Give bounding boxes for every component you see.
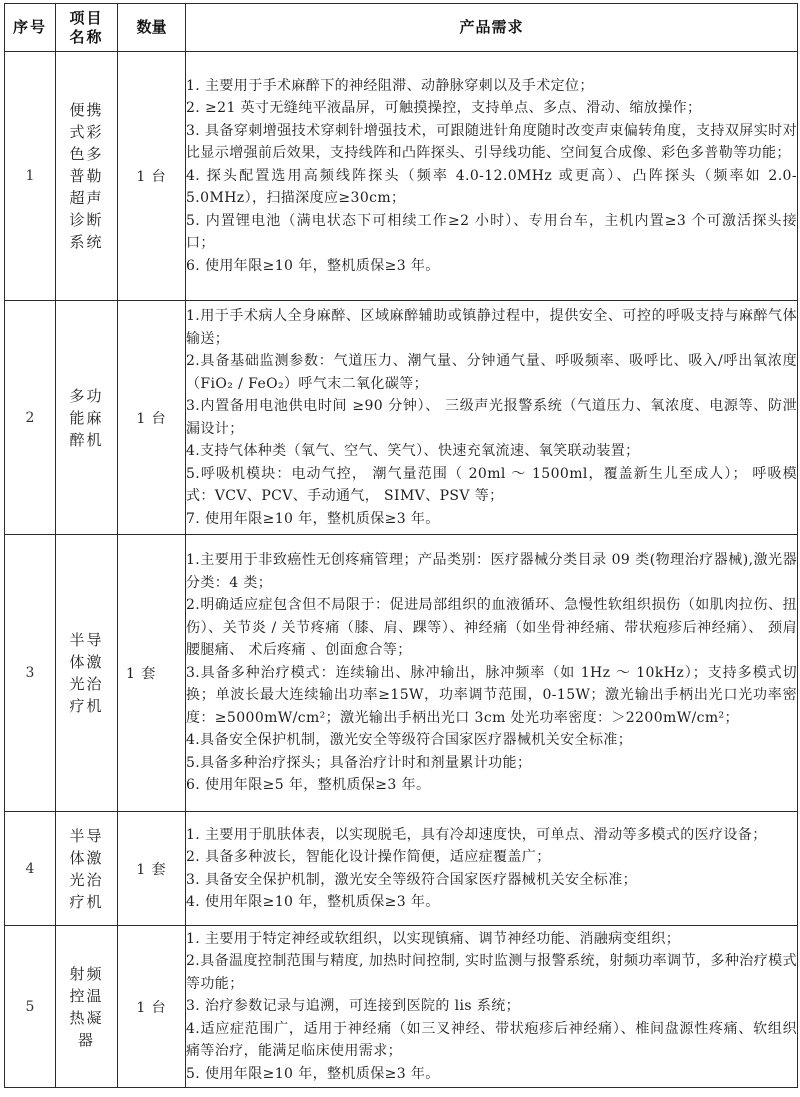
row-requirements [186,301,798,535]
requirement-line: 4.具备安全保护机制，激光安全等级符合国家医疗器械机关安全标准； [186,732,633,749]
row-serial-no: 1 [5,52,56,301]
table-row [5,301,798,535]
table-row [5,926,798,1088]
requirement-line: 1. 主要用于手术麻醉下的神经阻滞、动静脉穿刺以及手术定位； [186,77,594,94]
requirement-line: 3. 治疗参数记录与追溯，可连接到医院的 lis 系统； [186,998,521,1015]
header-item-name: 项目名称 [56,4,118,52]
requirement-line: 1. 主要用于肌肤体表，以实现脱毛，具有冷却速度快，可单点、滑动等多模式的医疗设备； [186,826,767,843]
requirement-line: 1.用于手术病人全身麻醉、区域麻醉辅助或镇静过程中，提供安全、可控的呼吸支持与麻醉气体输送； [186,308,797,347]
requirement-line: 4. 使用年限≥10 年，整机质保≥3 年。 [186,894,440,910]
row-serial-no: 2 [5,301,56,535]
row-serial-no: 5 [5,926,56,1088]
row-quantity: 1 台 [118,301,186,535]
row-quantity: 1 台 [118,926,186,1088]
requirement-line: 1. 主要用于特定神经或软组织，以实现镇痛、调节神经功能、消融病变组织； [186,930,681,947]
requirement-line: 5. 内置锂电池（满电状态下可相续工作≥2 小时）、专用台车，主机内置≥3 个可激活探头接口； [186,212,797,252]
requirement-line: 2.具备基础监测参数：气道压力、潮气量、分钟通气量、呼吸频率、吸呼比、吸入/呼出氧浓度（FiO₂ / FeO₂）呼气末二氧化碳等； [186,353,797,392]
header-quantity: 数量 [118,4,186,52]
requirement-line: 3. 具备安全保护机制，激光安全等级符合国家医疗器械机关安全标准； [186,871,638,888]
requirement-line: 5.具备多种治疗探头；具备治疗计时和剂量累计功能； [186,754,532,771]
row-item-name: 多功能麻醉机 [56,301,118,535]
row-item-name: 射频控温热凝器 [56,926,118,1088]
requirement-line: 6. 使用年限≥10 年，整机质保≥3 年。 [186,257,440,274]
requirement-line: 5. 使用年限≥10 年，整机质保≥3 年。 [186,1065,440,1082]
row-quantity: 1 套 [118,812,186,926]
row-requirements [186,926,798,1088]
requirement-line: 3.具备多种治疗模式：连续输出、脉冲输出，脉冲频率（如 1Hz ～ 10kHz）；支持多模式切换；单波长最大连续输出功率≥15W，功率调节范围，0-15W；激光输出手柄出光口光功率密度：≥5000mW/cm²；激光输出手柄出光口 3cm 处光功率密度：＞2200mW/cm²； [186,664,797,726]
header-product-requirements: 产品需求 [186,4,798,52]
table-header-row [5,4,798,52]
requirement-line: 2.具备温度控制范围与精度, 加热时间控制, 实时监测与报警系统，射频功率调节，多种治疗模式等功能； [186,953,797,992]
row-quantity: 1 套 [118,535,186,812]
requirement-line: 4.支持气体种类（氧气、空气、笑气）、快速充氧流速、氧笑联动装置； [186,443,640,459]
row-quantity: 1 台 [118,52,186,301]
row-requirements [186,812,798,926]
row-item-name: 半导体激光治疗机 [56,535,118,812]
requirement-line: 1.主要用于非致癌性无创疼痛管理；产品类别：医疗器械分类目录 09 类(物理治疗器械),激光器分类：4 类； [186,552,797,591]
table-row [5,52,798,301]
row-serial-no: 3 [5,535,56,812]
requirement-line: 5.呼吸机模块：电动气控， 潮气量范围（ 20ml ～ 1500ml，覆盖新生儿至成人）； 呼吸模式：VCV、PCV、手动通气， SIMV、PSV 等； [186,465,797,504]
requirement-line: 3. 具备穿刺增强技术穿刺针增强技术，可跟随进针角度随时改变声束偏转角度，支持双屏实时对比显示增强前后效果，支持线阵和凸阵探头、引导线功能、空间复合成像、彩色多普勒等功能； [186,122,797,162]
requirement-line: 4. 探头配置选用高频线阵探头（频率 4.0-12.0MHz 或更高）、凸阵探头（频率如 2.0-5.0MHz），扫描深度应≥30cm； [186,167,797,207]
table-row [5,535,798,812]
requirement-line: 4.适应症范围广，适用于神经痛（如三叉神经、带状疱疹后神经痛）、椎间盘源性疼痛、软组织痛等治疗，能满足临床使用需求； [186,1020,797,1060]
requirement-line: 3.内置备用电池供电时间 ≥90 分钟）、 三级声光报警系统（气道压力、氧浓度、电源等、防泄漏设计； [186,398,797,437]
requirement-line: 6. 使用年限≥5 年，整机质保≥3 年。 [186,777,431,794]
row-requirements [186,535,798,812]
requirement-line: 2. ≥21 英寸无缝纯平液晶屏，可触摸操控，支持单点、多点、滑动、缩放操作； [186,100,702,117]
row-item-name: 半导体激光治疗机 [56,812,118,926]
requirement-line: 7. 使用年限≥10 年，整机质保≥3 年。 [186,510,440,527]
row-serial-no: 4 [5,812,56,926]
row-item-name: 便携式彩色多普勒超声诊断系统 [56,52,118,301]
product-requirements-table [4,3,798,1088]
table-row [5,812,798,926]
header-serial-no: 序号 [5,4,56,52]
requirement-line: 2. 具备多种波长，智能化设计操作简便，适应症覆盖广； [186,849,551,865]
row-requirements [186,52,798,301]
requirement-line: 2.明确适应症包含但不局限于：促进局部组织的血液循环、急慢性软组织损伤（如肌肉拉伤、扭伤）、关节炎 / 关节疼痛（膝、肩、踝等）、神经痛（如坐骨神经痛、带状疱疹后神经痛）、 颈肩腰腿痛、 术后疼痛 、创面愈合等； [186,597,797,659]
